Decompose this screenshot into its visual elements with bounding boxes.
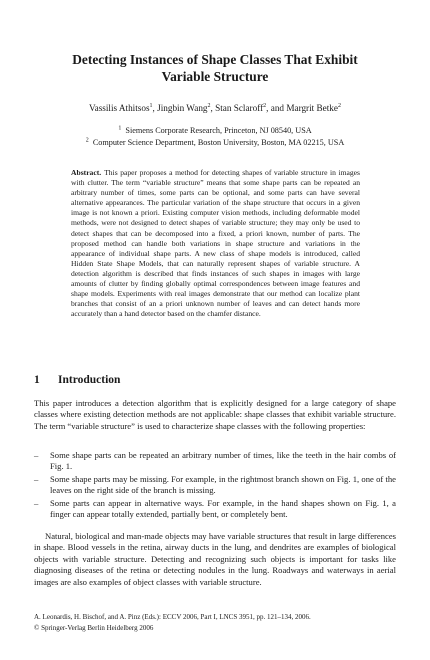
abstract-text: This paper proposes a method for detecting shapes of variable structure in images with clutter. The term “variable structure” means that some shape parts can be repeated an arbitrary number of times, some parts can be optional, and some parts can have several alternative appearances. The particular variation of the shape structure that occurs in a given image is not known a priori. Existing computer vision methods, including deformable model methods, were not designed to detect shapes of variable structure; they may only be used to detect shapes that can be decomposed into a fixed, a priori known, number of parts. The proposed method can handle both variations in shape structure and variations in the appearance of individual shape parts. A new class of shape models is introduced, called Hidden State Shape Models, that can naturally represent shapes of variable structure. A detection algorithm is described that finds instances of such shapes in images with large amounts of clutter by finding globally optimal correspondences between image features and shape models. Experiments with real images demonstrate that our method can localize plant branches that consist of an a priori unknown number of leaves and can detect hands more accurately than a hand detector based on the chamfer distance. — [71, 168, 360, 319]
author-separator: , and — [266, 103, 287, 113]
bullet-marker: – — [34, 473, 39, 484]
section-heading — [34, 374, 120, 386]
section-number: 1 — [34, 374, 40, 386]
author-separator: , — [152, 103, 158, 113]
property-list — [34, 450, 396, 521]
list-item — [34, 450, 396, 473]
affiliation-text: Computer Science Department, Boston University, Boston, MA 02215, USA — [92, 138, 345, 147]
intro-paragraph-2: Natural, biological and man-made objects may have variable structures that result in large differences in shape. Blood vessels in the retina, airway ducts in the lung, and dendrites are examples of biological objects with variable structure. Detecting and recognizing such objects is important for tasks like diagnosing diseases of the retina or detecting nodules in the lung. Roadways and waterways in aerial images are also examples of object classes with variable structure. — [34, 531, 396, 587]
affiliation-list — [50, 125, 380, 149]
paper-title — [40, 51, 390, 85]
author-affil-mark: 2 — [263, 102, 267, 109]
affiliation-text: Siemens Corporate Research, Princeton, NJ 08540, USA — [125, 126, 312, 135]
publication-footnote — [34, 612, 396, 633]
author-name: Stan Sclaroff — [215, 103, 264, 113]
title-line-2: Variable Structure — [161, 69, 269, 84]
author-affil-mark: 2 — [337, 102, 341, 109]
intro-paragraph-1: This paper introduces a detection algorithm that is explicitly designed for a large category of shape classes where existing detection methods are not applicable: shape classes that exhibit variable structure. The term “variable structure” is used to characterize shape classes with the following properties: — [34, 398, 396, 431]
author-name: Jingbin Wang — [157, 103, 208, 113]
author-separator: , — [210, 103, 216, 113]
author-name: Vassilis Athitsos — [89, 103, 150, 113]
author-affil-mark: 2 — [207, 102, 211, 109]
abstract — [71, 168, 360, 319]
footnote-copyright: © Springer-Verlag Berlin Heidelberg 2006 — [34, 623, 154, 632]
abstract-label: Abstract. — [71, 168, 102, 177]
author-affil-mark: 1 — [149, 102, 153, 109]
list-item — [34, 474, 396, 497]
affiliation — [50, 137, 380, 149]
bullet-marker: – — [34, 450, 39, 460]
section-title: Introduction — [58, 374, 121, 386]
affiliation — [50, 125, 380, 137]
title-line-1: Detecting Instances of Shape Classes That Exhibit — [72, 52, 358, 67]
bullet-marker: – — [34, 497, 39, 508]
list-item-text: Some shape parts can be repeated an arbitrary number of times, like the teeth in the hair combs of Fig. 1. — [50, 450, 396, 472]
affiliation-mark: 2 — [85, 137, 89, 144]
list-item-text: Some shape parts may be missing. For example, in the rightmost branch shown on Fig. 1, one of the leaves on the right side of the branch is missing. — [50, 473, 396, 496]
footnote-citation: A. Leonardis, H. Bischof, and A. Pinz (Eds.): ECCV 2006, Part I, LNCS 3951, pp. 121–134, 2006. — [34, 613, 311, 621]
list-item-text: Some parts can appear in alternative ways. For example, in the hand shapes shown on Fig. 1, a finger can appear totally extended, partially bent, or completely bent. — [50, 497, 396, 520]
author-name: Margrit Betke — [286, 103, 338, 113]
list-item — [34, 498, 396, 521]
author-list — [30, 102, 400, 114]
affiliation-mark: 1 — [118, 125, 122, 132]
